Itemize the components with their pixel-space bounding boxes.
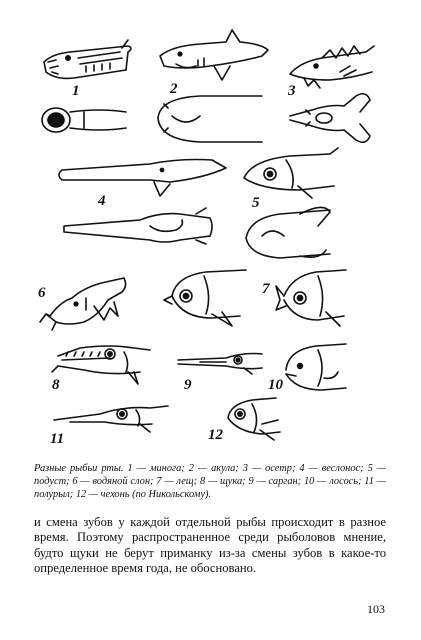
figure-label: 3 bbox=[288, 83, 296, 99]
nase-side-drawing bbox=[244, 148, 338, 198]
figure-label: 11 bbox=[50, 431, 65, 447]
lamprey-side-drawing bbox=[44, 40, 131, 78]
figure-label: 8 bbox=[52, 377, 60, 393]
caption-text: 1 — минога; 2 — акула; 3 — осетр; 4 — веслонос; 5 — подуст; 6 — водяной слон; 7 — лещ; 8 — щука; 9 — сарган; 10 — лосось; 11 — полурыл; 12 — чехонь (по Никольскому). bbox=[34, 463, 386, 500]
halfbeak-head-drawing bbox=[54, 406, 168, 432]
figure-label: 6 bbox=[38, 285, 46, 301]
figure-label: 10 bbox=[268, 377, 283, 393]
shark-side-drawing bbox=[160, 30, 268, 80]
figure-label: 4 bbox=[98, 193, 106, 209]
bream-head-drawing-1 bbox=[164, 270, 246, 326]
sturgeon-underside-drawing bbox=[290, 94, 370, 143]
nase-underside-drawing bbox=[246, 207, 330, 258]
paddlefish-mouth-drawing bbox=[64, 208, 212, 244]
figure-label: 9 bbox=[184, 377, 192, 393]
lamprey-mouth-drawing bbox=[42, 108, 126, 132]
page-number: 103 bbox=[367, 602, 385, 616]
pike-head-drawing bbox=[52, 346, 150, 384]
paddlefish-side-drawing bbox=[59, 160, 226, 197]
body-paragraph: и смена зубов у каждой отдельной рыбы происходит в разное время. Поэтому распространенное среди рыболовов мнение, будто щуки не берут приманку из-за смены зубов в какое-то определенное время года, не обосновано. bbox=[34, 515, 386, 576]
figure-label: 1 bbox=[72, 83, 80, 99]
figure-label: 12 bbox=[208, 427, 223, 443]
sturgeon-side-drawing bbox=[290, 46, 374, 88]
caption-lead: Разные рыбьи рты. bbox=[34, 463, 124, 474]
bream-head-drawing-2 bbox=[276, 270, 346, 326]
figure-label: 5 bbox=[252, 195, 260, 211]
figure-caption bbox=[34, 462, 386, 501]
sabrefish-head-drawing bbox=[228, 398, 280, 440]
salmon-head-drawing bbox=[286, 344, 346, 390]
shark-underside-drawing bbox=[158, 96, 262, 142]
figure-label: 7 bbox=[262, 281, 270, 297]
figure-label: 2 bbox=[170, 81, 178, 97]
garfish-head-drawing bbox=[178, 354, 262, 375]
elephantnose-fish-drawing bbox=[40, 278, 126, 330]
